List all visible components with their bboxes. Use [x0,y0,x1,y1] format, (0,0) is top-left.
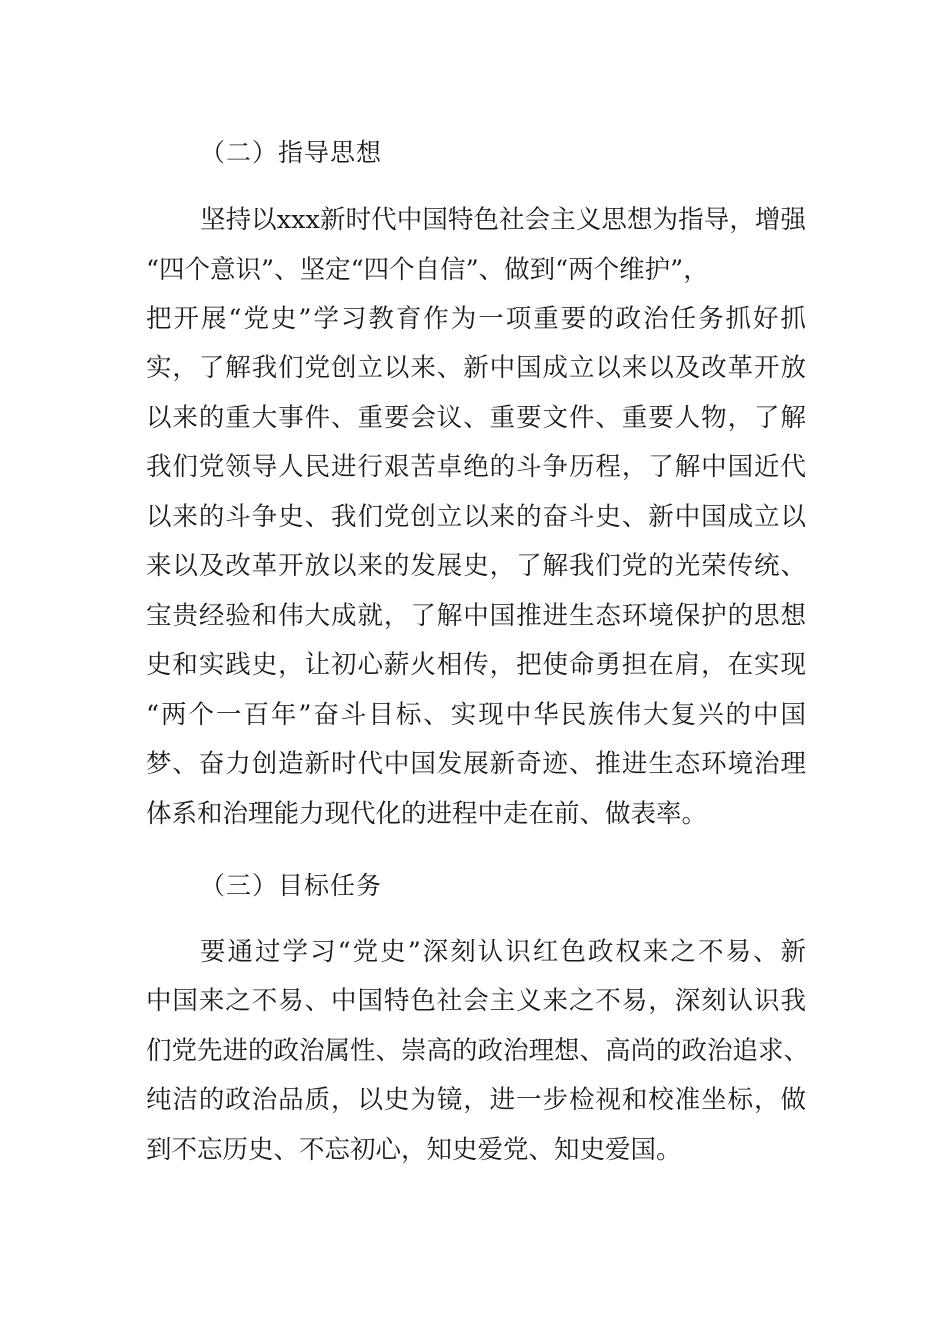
paragraph-line: 们党先进的政治属性、崇高的政治理想、高尚的政治追求、 [146,1036,810,1066]
paragraph-line: “四个意识”、坚定“四个自信”、做到“两个维护”， [146,255,709,285]
paragraph-line: 坚持以xxx新时代中国特色社会主义思想为指导，增强 [200,205,806,235]
paragraph-line: 以来的斗争史、我们党创立以来的奋斗史、新中国成立以 [146,502,806,532]
paragraph-line: 以来的重大事件、重要会议、重要文件、重要人物，了解 [146,403,806,433]
paragraph-line: 纯洁的政治品质，以史为镜，进一步检视和校准坐标，做 [146,1085,806,1115]
paragraph-line: “两个一百年”奋斗目标、实现中华民族伟大复兴的中国 [146,700,806,730]
paragraph-line: 实，了解我们党创立以来、新中国成立以来以及改革开放 [146,353,806,383]
paragraph-line: 梦、奋力创造新时代中国发展新奇迹、推进生态环境治理 [146,749,806,779]
section-heading-goals-tasks: （三）目标任务 [200,871,383,900]
paragraph-line: 宝贵经验和伟大成就，了解中国推进生态环境保护的思想 [146,601,806,631]
paragraph-line: 要通过学习“党史”深刻认识红色政权来之不易、新 [200,937,806,967]
paragraph-line: 体系和治理能力现代化的进程中走在前、做表率。 [146,799,708,829]
paragraph-line: 我们党领导人民进行艰苦卓绝的斗争历程，了解中国近代 [146,452,806,482]
paragraph-line: 史和实践史，让初心薪火相传，把使命勇担在肩，在实现 [146,650,806,680]
paragraph-line: 来以及改革开放以来的发展史，了解我们党的光荣传统、 [146,551,806,581]
section-heading-guiding-thought: （二）指导思想 [200,138,383,167]
paragraph-line: 到不忘历史、不忘初心，知史爱党、知史爱国。 [146,1135,682,1165]
paragraph-line: 中国来之不易、中国特色社会主义来之不易，深刻认识我 [146,986,806,1016]
paragraph-line: 把开展“党史”学习教育作为一项重要的政治任务抓好抓 [146,304,806,334]
